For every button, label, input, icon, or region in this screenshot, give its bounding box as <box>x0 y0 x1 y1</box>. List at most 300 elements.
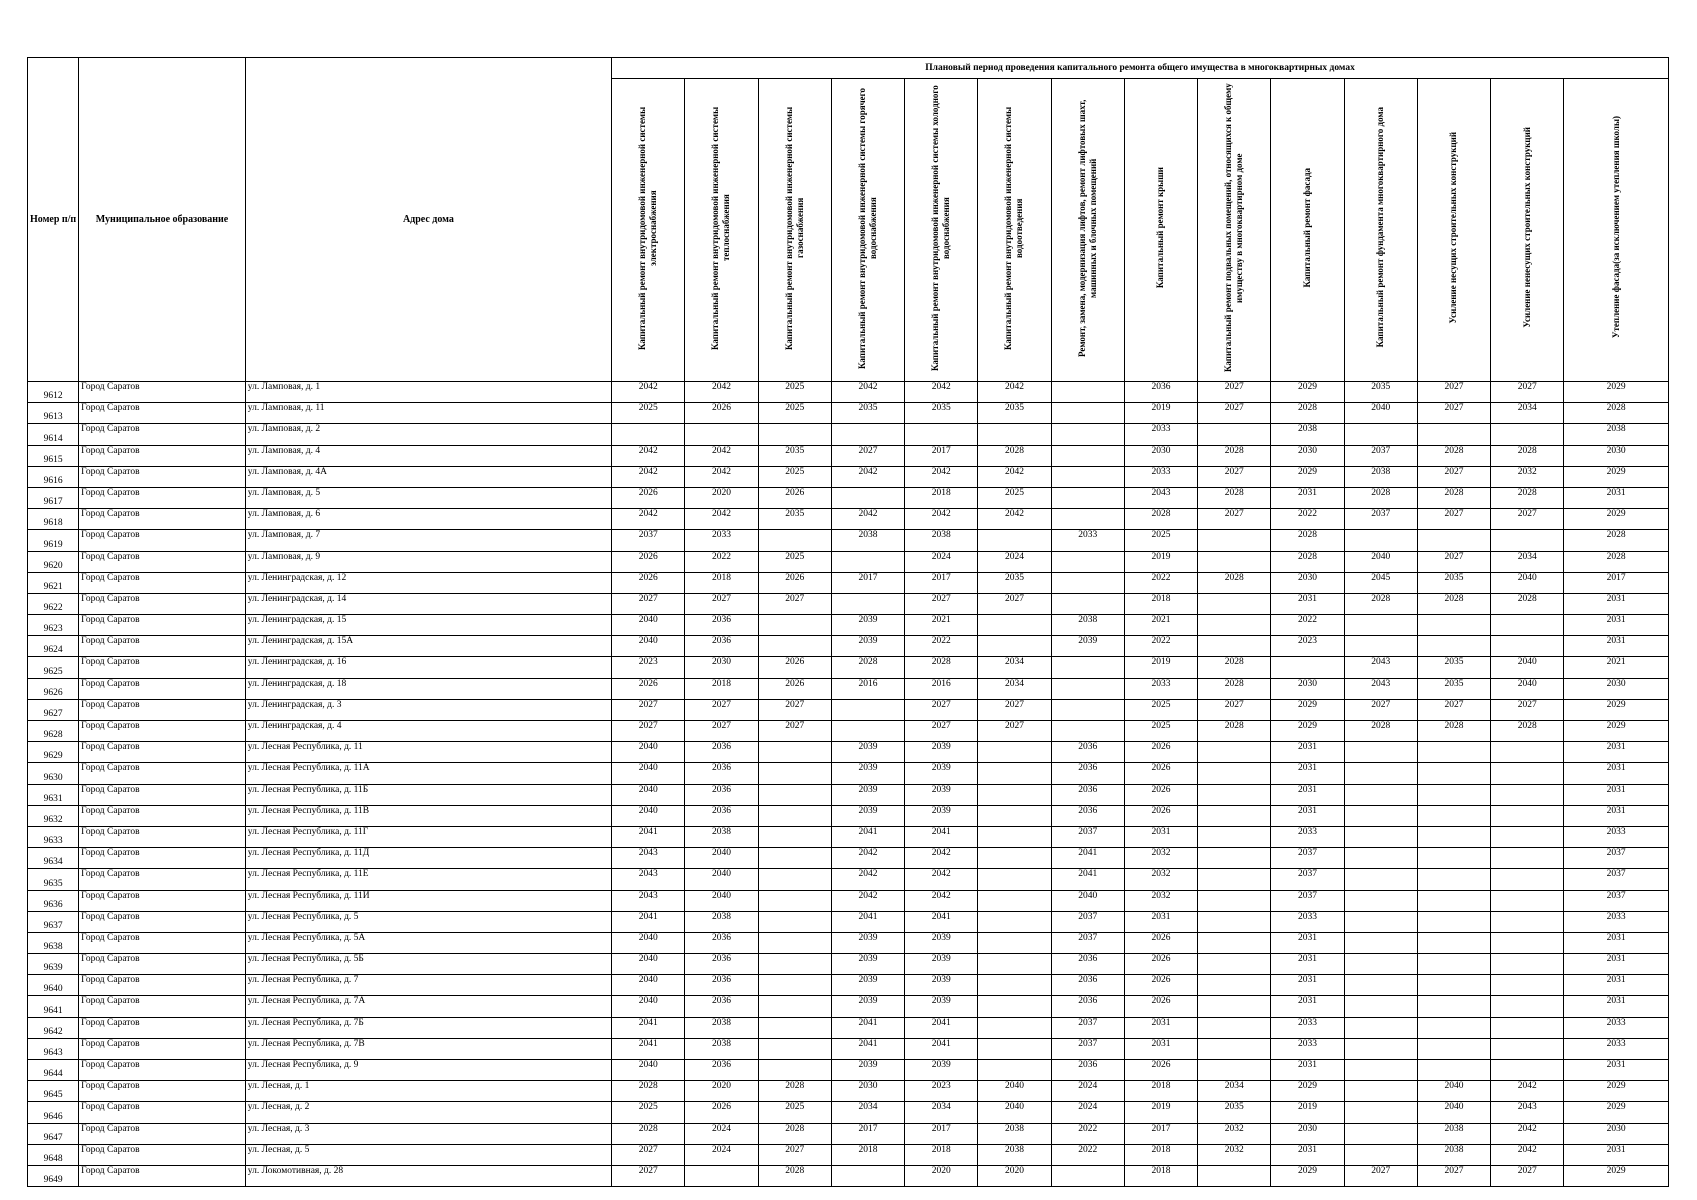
table-row <box>28 699 1669 720</box>
table-row <box>28 805 1669 826</box>
table-row <box>28 1017 1669 1038</box>
year-cell: 2035 <box>1198 1102 1271 1123</box>
year-cell: 2040 <box>978 1102 1051 1123</box>
year-cell: 2027 <box>612 699 685 720</box>
year-cell: 2033 <box>1564 911 1669 932</box>
year-cell <box>1051 445 1124 466</box>
year-cell <box>831 721 904 742</box>
year-cell: 2028 <box>758 1081 831 1102</box>
year-cell <box>1051 509 1124 530</box>
year-cell: 2036 <box>1051 996 1124 1017</box>
table-row <box>28 996 1669 1017</box>
year-cell: 2029 <box>1564 699 1669 720</box>
year-cell <box>978 742 1051 763</box>
year-cell: 2027 <box>905 593 978 614</box>
table-row <box>28 403 1669 424</box>
year-cell: 2037 <box>1051 911 1124 932</box>
year-cell: 2035 <box>978 572 1051 593</box>
year-cell: 2036 <box>685 784 758 805</box>
year-cell: 2030 <box>1564 445 1669 466</box>
row-number-cell: 9636 <box>28 890 79 911</box>
year-cell: 2039 <box>905 784 978 805</box>
row-number-cell: 9620 <box>28 551 79 572</box>
year-cell: 2028 <box>1198 572 1271 593</box>
year-cell: 2042 <box>1491 1144 1564 1165</box>
year-cell: 2027 <box>1417 509 1490 530</box>
year-cell <box>1417 1038 1490 1059</box>
year-cell: 2042 <box>905 466 978 487</box>
year-cell <box>831 699 904 720</box>
year-cell: 2042 <box>905 869 978 890</box>
year-cell <box>1491 424 1564 445</box>
table-header <box>28 58 1669 382</box>
municipality-cell: Город Саратов <box>79 721 246 742</box>
address-cell: ул. Ленинградская, д. 12 <box>245 572 611 593</box>
year-cell: 2034 <box>1198 1081 1271 1102</box>
year-cell: 2027 <box>1417 551 1490 572</box>
address-cell: ул. Лесная Республика, д. 7В <box>245 1038 611 1059</box>
year-cell <box>1417 805 1490 826</box>
table-row <box>28 721 1669 742</box>
year-cell: 2036 <box>1051 742 1124 763</box>
table-row <box>28 572 1669 593</box>
year-cell: 2026 <box>1124 742 1197 763</box>
year-cell: 2043 <box>1491 1102 1564 1123</box>
year-cell: 2027 <box>612 1165 685 1186</box>
year-cell <box>1344 911 1417 932</box>
year-cell <box>978 1060 1051 1081</box>
year-cell: 2027 <box>1491 699 1564 720</box>
year-cell <box>758 826 831 847</box>
capital-repair-table <box>27 57 1669 1187</box>
municipality-cell: Город Саратов <box>79 1144 246 1165</box>
year-cell: 2042 <box>612 382 685 403</box>
year-cell: 2042 <box>831 382 904 403</box>
work-column-header <box>1491 79 1564 382</box>
year-cell: 2033 <box>1271 826 1344 847</box>
year-cell: 2041 <box>1051 848 1124 869</box>
municipality-cell: Город Саратов <box>79 636 246 657</box>
year-cell: 2036 <box>1051 784 1124 805</box>
year-cell <box>978 954 1051 975</box>
year-cell: 2041 <box>831 1017 904 1038</box>
year-cell <box>1344 996 1417 1017</box>
year-cell: 2036 <box>685 975 758 996</box>
address-cell: ул. Лесная Республика, д. 5 <box>245 911 611 932</box>
year-cell <box>978 890 1051 911</box>
year-cell: 2023 <box>612 657 685 678</box>
address-cell: ул. Лесная Республика, д. 11А <box>245 763 611 784</box>
year-cell: 2016 <box>831 678 904 699</box>
year-cell: 2030 <box>1271 1123 1344 1144</box>
year-cell <box>685 424 758 445</box>
year-cell: 2021 <box>1564 657 1669 678</box>
work-column-label: Капитальный ремонт внутридомовой инженерной системы газоснабжения <box>783 105 805 350</box>
year-cell: 2040 <box>612 784 685 805</box>
year-cell: 2016 <box>905 678 978 699</box>
year-cell: 2042 <box>685 382 758 403</box>
year-cell <box>758 848 831 869</box>
year-cell: 2028 <box>1124 509 1197 530</box>
year-cell: 2036 <box>1051 954 1124 975</box>
year-cell: 2026 <box>1124 1060 1197 1081</box>
row-number-cell: 9622 <box>28 593 79 614</box>
table-row <box>28 615 1669 636</box>
row-number-cell: 9616 <box>28 466 79 487</box>
year-cell <box>1491 615 1564 636</box>
year-cell <box>978 530 1051 551</box>
year-cell: 2037 <box>1271 848 1344 869</box>
work-column-header <box>612 79 685 382</box>
municipality-cell: Город Саратов <box>79 954 246 975</box>
year-cell: 2031 <box>1564 763 1669 784</box>
year-cell <box>831 1165 904 1186</box>
table-row <box>28 869 1669 890</box>
row-number-cell: 9623 <box>28 615 79 636</box>
year-cell: 2028 <box>1417 593 1490 614</box>
year-cell: 2042 <box>1491 1081 1564 1102</box>
year-cell <box>831 551 904 572</box>
year-cell <box>1417 932 1490 953</box>
year-cell: 2018 <box>1124 1165 1197 1186</box>
year-cell: 2028 <box>1491 487 1564 508</box>
year-cell: 2033 <box>1124 424 1197 445</box>
year-cell <box>758 784 831 805</box>
year-cell: 2026 <box>758 657 831 678</box>
table-row <box>28 911 1669 932</box>
year-cell: 2026 <box>612 487 685 508</box>
row-number-cell: 9643 <box>28 1038 79 1059</box>
year-cell <box>1344 932 1417 953</box>
year-cell: 2022 <box>1124 636 1197 657</box>
year-cell: 2025 <box>758 1102 831 1123</box>
year-cell: 2026 <box>1124 954 1197 975</box>
year-cell <box>1491 848 1564 869</box>
year-cell: 2041 <box>1051 869 1124 890</box>
year-cell: 2019 <box>1271 1102 1344 1123</box>
year-cell: 2038 <box>1051 615 1124 636</box>
table-row <box>28 636 1669 657</box>
year-cell: 2027 <box>1491 382 1564 403</box>
year-cell: 2039 <box>831 742 904 763</box>
year-cell: 2037 <box>1564 890 1669 911</box>
year-cell: 2029 <box>1271 466 1344 487</box>
table-row <box>28 678 1669 699</box>
year-cell: 2033 <box>1124 466 1197 487</box>
year-cell: 2027 <box>758 699 831 720</box>
work-column-label: Капитальный ремонт фасада <box>1301 167 1312 288</box>
year-cell: 2028 <box>612 1081 685 1102</box>
table-row <box>28 784 1669 805</box>
year-cell: 2039 <box>905 954 978 975</box>
year-cell <box>978 424 1051 445</box>
year-cell: 2027 <box>1491 509 1564 530</box>
year-cell: 2026 <box>758 678 831 699</box>
year-cell: 2031 <box>1564 784 1669 805</box>
year-cell: 2018 <box>1124 593 1197 614</box>
address-cell: ул. Лесная Республика, д. 11В <box>245 805 611 826</box>
table-row <box>28 466 1669 487</box>
address-cell: ул. Ламповая, д. 4А <box>245 466 611 487</box>
table-row <box>28 424 1669 445</box>
year-cell: 2023 <box>905 1081 978 1102</box>
year-cell: 2027 <box>1198 509 1271 530</box>
year-cell: 2028 <box>1198 445 1271 466</box>
year-cell: 2018 <box>1124 1081 1197 1102</box>
year-cell <box>1051 678 1124 699</box>
year-cell: 2032 <box>1124 869 1197 890</box>
year-cell: 2038 <box>1344 466 1417 487</box>
year-cell: 2038 <box>685 1017 758 1038</box>
year-cell: 2037 <box>1271 890 1344 911</box>
year-cell <box>758 424 831 445</box>
year-cell: 2027 <box>905 699 978 720</box>
year-cell: 2027 <box>1417 1165 1490 1186</box>
year-cell: 2025 <box>612 403 685 424</box>
year-cell: 2033 <box>1271 911 1344 932</box>
year-cell <box>685 1165 758 1186</box>
year-cell: 2028 <box>1344 721 1417 742</box>
year-cell: 2038 <box>1417 1144 1490 1165</box>
year-cell <box>1417 848 1490 869</box>
year-cell: 2036 <box>685 636 758 657</box>
year-cell: 2031 <box>1271 805 1344 826</box>
col-municipality-header: Муниципальное образование <box>79 58 246 382</box>
year-cell <box>1051 487 1124 508</box>
year-cell: 2042 <box>831 869 904 890</box>
year-cell <box>1198 996 1271 1017</box>
year-cell: 2020 <box>905 1165 978 1186</box>
municipality-cell: Город Саратов <box>79 1102 246 1123</box>
table-row <box>28 593 1669 614</box>
year-cell: 2031 <box>1271 996 1344 1017</box>
year-cell <box>1417 784 1490 805</box>
year-cell: 2045 <box>1344 572 1417 593</box>
year-cell: 2026 <box>758 572 831 593</box>
year-cell: 2039 <box>905 742 978 763</box>
year-cell <box>758 636 831 657</box>
address-cell: ул. Лесная Республика, д. 11Д <box>245 848 611 869</box>
year-cell: 2041 <box>831 826 904 847</box>
year-cell <box>1417 1017 1490 1038</box>
year-cell <box>1417 742 1490 763</box>
year-cell: 2027 <box>758 1144 831 1165</box>
year-cell <box>1491 869 1564 890</box>
year-cell: 2039 <box>905 1060 978 1081</box>
year-cell: 2028 <box>758 1123 831 1144</box>
municipality-cell: Город Саратов <box>79 975 246 996</box>
year-cell: 2032 <box>1198 1123 1271 1144</box>
row-number-cell: 9628 <box>28 721 79 742</box>
row-number-cell: 9645 <box>28 1081 79 1102</box>
year-cell <box>758 615 831 636</box>
address-cell: ул. Лесная Республика, д. 11Г <box>245 826 611 847</box>
year-cell: 2028 <box>1417 487 1490 508</box>
year-cell <box>1198 911 1271 932</box>
year-cell: 2043 <box>612 869 685 890</box>
year-cell: 2017 <box>905 572 978 593</box>
year-cell: 2035 <box>758 445 831 466</box>
year-cell: 2031 <box>1271 742 1344 763</box>
municipality-cell: Город Саратов <box>79 763 246 784</box>
capital-repair-schedule-sheet <box>27 57 1669 1187</box>
table-row <box>28 826 1669 847</box>
plan-period-header: Плановый период проведения капитального ремонта общего имущества в многоквартирных домах <box>612 58 1669 79</box>
address-cell: ул. Лесная, д. 3 <box>245 1123 611 1144</box>
year-cell: 2031 <box>1271 1144 1344 1165</box>
year-cell: 2022 <box>905 636 978 657</box>
year-cell <box>1417 424 1490 445</box>
year-cell <box>1344 826 1417 847</box>
address-cell: ул. Ленинградская, д. 4 <box>245 721 611 742</box>
year-cell: 2026 <box>685 1102 758 1123</box>
year-cell: 2029 <box>1564 1081 1669 1102</box>
row-number-cell: 9621 <box>28 572 79 593</box>
row-number-cell: 9637 <box>28 911 79 932</box>
municipality-cell: Город Саратов <box>79 530 246 551</box>
table-row <box>28 445 1669 466</box>
year-cell: 2035 <box>978 403 1051 424</box>
year-cell <box>978 763 1051 784</box>
municipality-cell: Город Саратов <box>79 911 246 932</box>
municipality-cell: Город Саратов <box>79 551 246 572</box>
year-cell: 2031 <box>1271 932 1344 953</box>
year-cell <box>1198 1038 1271 1059</box>
year-cell <box>1417 996 1490 1017</box>
row-number-cell: 9618 <box>28 509 79 530</box>
year-cell: 2032 <box>1124 848 1197 869</box>
year-cell <box>1344 1123 1417 1144</box>
year-cell: 2025 <box>758 403 831 424</box>
year-cell: 2027 <box>1417 466 1490 487</box>
year-cell <box>1051 1165 1124 1186</box>
year-cell: 2028 <box>1271 403 1344 424</box>
year-cell: 2027 <box>1198 403 1271 424</box>
address-cell: ул. Лесная Республика, д. 7 <box>245 975 611 996</box>
year-cell: 2031 <box>1564 742 1669 763</box>
year-cell: 2038 <box>978 1144 1051 1165</box>
year-cell: 2028 <box>1271 530 1344 551</box>
year-cell: 2027 <box>1344 699 1417 720</box>
municipality-cell: Город Саратов <box>79 848 246 869</box>
year-cell: 2040 <box>612 1060 685 1081</box>
year-cell <box>978 1017 1051 1038</box>
year-cell: 2039 <box>831 615 904 636</box>
year-cell: 2028 <box>1198 721 1271 742</box>
address-cell: ул. Ленинградская, д. 3 <box>245 699 611 720</box>
year-cell: 2039 <box>831 932 904 953</box>
year-cell: 2031 <box>1271 975 1344 996</box>
year-cell: 2028 <box>1198 487 1271 508</box>
year-cell: 2027 <box>685 593 758 614</box>
year-cell <box>758 1038 831 1059</box>
year-cell: 2039 <box>905 975 978 996</box>
year-cell: 2028 <box>1564 530 1669 551</box>
work-column-label: Капитальный ремонт внутридомовой инженерной системы водоотведения <box>1003 105 1025 350</box>
address-cell: ул. Ламповая, д. 11 <box>245 403 611 424</box>
address-cell: ул. Лесная Республика, д. 5А <box>245 932 611 953</box>
year-cell: 2026 <box>1124 975 1197 996</box>
year-cell: 2026 <box>1124 932 1197 953</box>
year-cell: 2031 <box>1124 1038 1197 1059</box>
year-cell: 2031 <box>1564 1144 1669 1165</box>
year-cell: 2036 <box>685 763 758 784</box>
year-cell <box>1417 890 1490 911</box>
year-cell <box>1051 466 1124 487</box>
year-cell: 2022 <box>1124 572 1197 593</box>
table-row <box>28 509 1669 530</box>
year-cell: 2036 <box>1051 805 1124 826</box>
municipality-cell: Город Саратов <box>79 996 246 1017</box>
year-cell: 2034 <box>905 1102 978 1123</box>
year-cell: 2025 <box>758 466 831 487</box>
year-cell <box>612 424 685 445</box>
work-column-label: Капитальный ремонт крыши <box>1155 166 1166 289</box>
table-body <box>28 382 1669 1187</box>
year-cell: 2041 <box>831 1038 904 1059</box>
year-cell: 2040 <box>685 869 758 890</box>
year-cell: 2036 <box>1051 763 1124 784</box>
year-cell <box>1417 869 1490 890</box>
year-cell: 2031 <box>1271 593 1344 614</box>
year-cell: 2033 <box>1271 1017 1344 1038</box>
year-cell <box>1344 890 1417 911</box>
year-cell: 2040 <box>1344 403 1417 424</box>
year-cell <box>1198 636 1271 657</box>
year-cell <box>1198 890 1271 911</box>
year-cell: 2031 <box>1564 487 1669 508</box>
row-number-cell: 9632 <box>28 805 79 826</box>
year-cell: 2042 <box>685 466 758 487</box>
year-cell: 2033 <box>685 530 758 551</box>
year-cell: 2034 <box>978 657 1051 678</box>
year-cell: 2040 <box>612 975 685 996</box>
year-cell: 2029 <box>1564 466 1669 487</box>
year-cell: 2037 <box>1564 869 1669 890</box>
municipality-cell: Город Саратов <box>79 1017 246 1038</box>
table-row <box>28 1144 1669 1165</box>
year-cell: 2040 <box>1491 657 1564 678</box>
table-row <box>28 1081 1669 1102</box>
year-cell: 2036 <box>685 805 758 826</box>
year-cell <box>978 996 1051 1017</box>
year-cell: 2033 <box>1124 678 1197 699</box>
year-cell: 2028 <box>905 657 978 678</box>
year-cell <box>1417 763 1490 784</box>
address-cell: ул. Локомотивная, д. 28 <box>245 1165 611 1186</box>
year-cell <box>1344 424 1417 445</box>
year-cell <box>1491 742 1564 763</box>
address-cell: ул. Ламповая, д. 9 <box>245 551 611 572</box>
year-cell <box>1198 826 1271 847</box>
year-cell: 2035 <box>1417 678 1490 699</box>
year-cell: 2029 <box>1564 1165 1669 1186</box>
year-cell <box>831 593 904 614</box>
year-cell: 2036 <box>685 954 758 975</box>
year-cell: 2031 <box>1564 615 1669 636</box>
year-cell: 2041 <box>612 826 685 847</box>
municipality-cell: Город Саратов <box>79 742 246 763</box>
year-cell: 2041 <box>905 911 978 932</box>
table-row <box>28 890 1669 911</box>
year-cell <box>758 975 831 996</box>
year-cell: 2033 <box>1564 1038 1669 1059</box>
work-column-header <box>758 79 831 382</box>
row-number-cell: 9613 <box>28 403 79 424</box>
year-cell <box>1417 975 1490 996</box>
year-cell <box>905 424 978 445</box>
year-cell: 2031 <box>1564 636 1669 657</box>
